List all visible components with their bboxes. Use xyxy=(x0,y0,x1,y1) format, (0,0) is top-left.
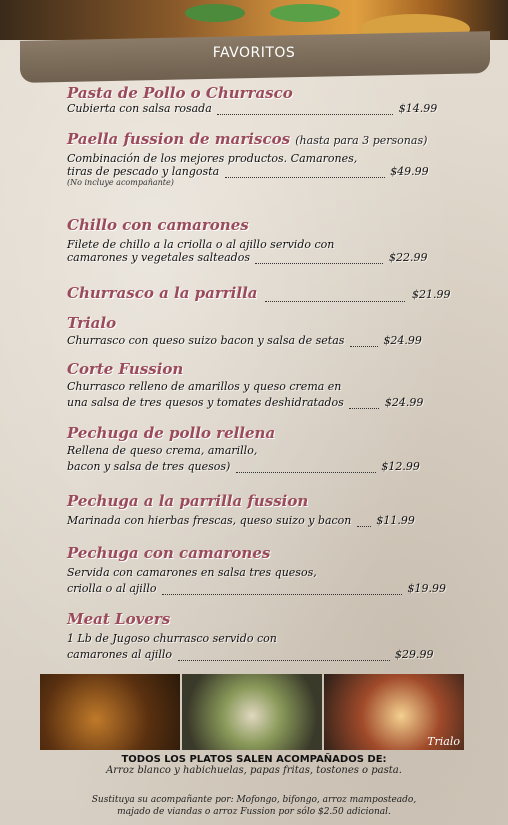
item-description xyxy=(67,165,452,178)
menu-item xyxy=(67,314,452,347)
description-text: 1 Lb de Jugoso churrasco servido con xyxy=(67,632,277,645)
description-text: camarones al ajillo xyxy=(67,648,173,661)
item-title: Pasta de Pollo o Churrasco xyxy=(67,84,293,102)
footer-heading: TODOS LOS PLATOS SALEN ACOMPAÑADOS DE: xyxy=(121,754,387,765)
menu-item xyxy=(67,130,452,187)
description-text: Rellena de queso crema, amarillo, xyxy=(67,444,258,457)
dot-leader xyxy=(225,171,385,178)
item-title: Pechuga con camarones xyxy=(67,544,271,562)
item-description xyxy=(67,334,452,347)
price: $19.99 xyxy=(407,582,446,595)
menu-item xyxy=(67,544,452,595)
dot-leader xyxy=(255,257,383,264)
garnish-leaf xyxy=(185,4,245,22)
description-text: camarones y vegetales salteados xyxy=(67,251,250,264)
food-photo-strip xyxy=(40,674,464,750)
footer xyxy=(0,754,508,818)
food-photo xyxy=(182,674,322,750)
item-title: Pechuga a la parrilla fussion xyxy=(67,492,309,510)
item-title: Corte Fussion xyxy=(67,360,184,378)
menu-item xyxy=(67,216,452,264)
description-text: Filete de chillo a la criolla o al ajillo servido con xyxy=(67,238,335,251)
price: $49.99 xyxy=(390,165,429,178)
price: $14.99 xyxy=(398,102,438,115)
dot-leader xyxy=(217,108,393,115)
item-title: Pechuga de pollo rellena xyxy=(67,424,276,442)
price: $29.99 xyxy=(395,648,434,661)
item-description xyxy=(67,648,452,661)
description-text: Churrasco relleno de amarillos y queso crema en xyxy=(67,380,342,393)
menu-item xyxy=(67,360,452,409)
price: $22.99 xyxy=(388,251,428,264)
description-text: Marinada con hierbas frescas, queso suizo y bacon xyxy=(67,514,352,527)
dot-leader xyxy=(162,588,402,595)
description-text: una salsa de tres quesos y tomates deshidratados xyxy=(67,396,344,409)
description-text: Combinación de los mejores productos. Camarones, xyxy=(67,152,358,165)
item-description xyxy=(67,514,457,527)
food-photo xyxy=(40,674,180,750)
description-text: Churrasco con queso suizo bacon y salsa de setas xyxy=(67,334,345,347)
dot-leader xyxy=(349,402,379,409)
description-text: criolla o al ajillo xyxy=(67,582,157,595)
section-title: FAVORITOS xyxy=(212,45,296,61)
footer-sub-line1: Sustituya su acompañante por: Mofongo, bifongo, arroz mamposteado, xyxy=(91,795,417,805)
item-title-row xyxy=(67,130,452,148)
dot-leader xyxy=(357,520,371,527)
price: $11.99 xyxy=(376,514,415,527)
item-description xyxy=(67,251,452,264)
dot-leader xyxy=(178,654,390,661)
description-text: Servida con camarones en salsa tres quesos, xyxy=(67,566,317,579)
menu-item xyxy=(67,424,452,473)
dot-leader xyxy=(350,340,378,347)
item-description xyxy=(67,102,452,115)
description-text: bacon y salsa de tres quesos) xyxy=(67,460,231,473)
price: $21.99 xyxy=(411,288,451,301)
menu-item xyxy=(67,610,452,661)
price: $12.99 xyxy=(381,460,420,473)
item-title-row xyxy=(67,284,452,302)
garnish-leaf xyxy=(270,4,340,22)
footer-sides: Arroz blanco y habichuelas, papas fritas, tostones o pasta. xyxy=(106,765,402,776)
item-note: (hasta para 3 personas) xyxy=(295,134,428,147)
description-text: tiras de pescado y langosta xyxy=(67,165,220,178)
photo-signature: Trialo xyxy=(427,735,460,748)
item-description xyxy=(67,582,452,595)
food-photo xyxy=(324,674,464,750)
item-title: Churrasco a la parrilla xyxy=(67,284,258,302)
footer-sub-line2: majado de viandas o arroz Fussion por sólo $2.50 adicional. xyxy=(117,807,391,817)
item-title: Meat Lovers xyxy=(67,610,171,628)
item-description xyxy=(67,460,452,473)
dot-leader xyxy=(236,466,376,473)
price: $24.99 xyxy=(383,334,422,347)
menu-item xyxy=(67,84,452,115)
item-title: Paella fussion de mariscos xyxy=(67,130,291,148)
price: $24.99 xyxy=(384,396,424,409)
item-description xyxy=(67,396,452,409)
description-text: Cubierta con salsa rosada xyxy=(67,102,212,115)
footer-substitution xyxy=(0,794,508,818)
item-title: Chillo con camarones xyxy=(67,216,249,234)
menu-item xyxy=(67,284,452,302)
item-small-note: (No incluye acompañante) xyxy=(67,178,174,187)
menu-item xyxy=(67,492,457,527)
item-title: Trialo xyxy=(67,314,117,332)
dot-leader xyxy=(265,295,405,302)
